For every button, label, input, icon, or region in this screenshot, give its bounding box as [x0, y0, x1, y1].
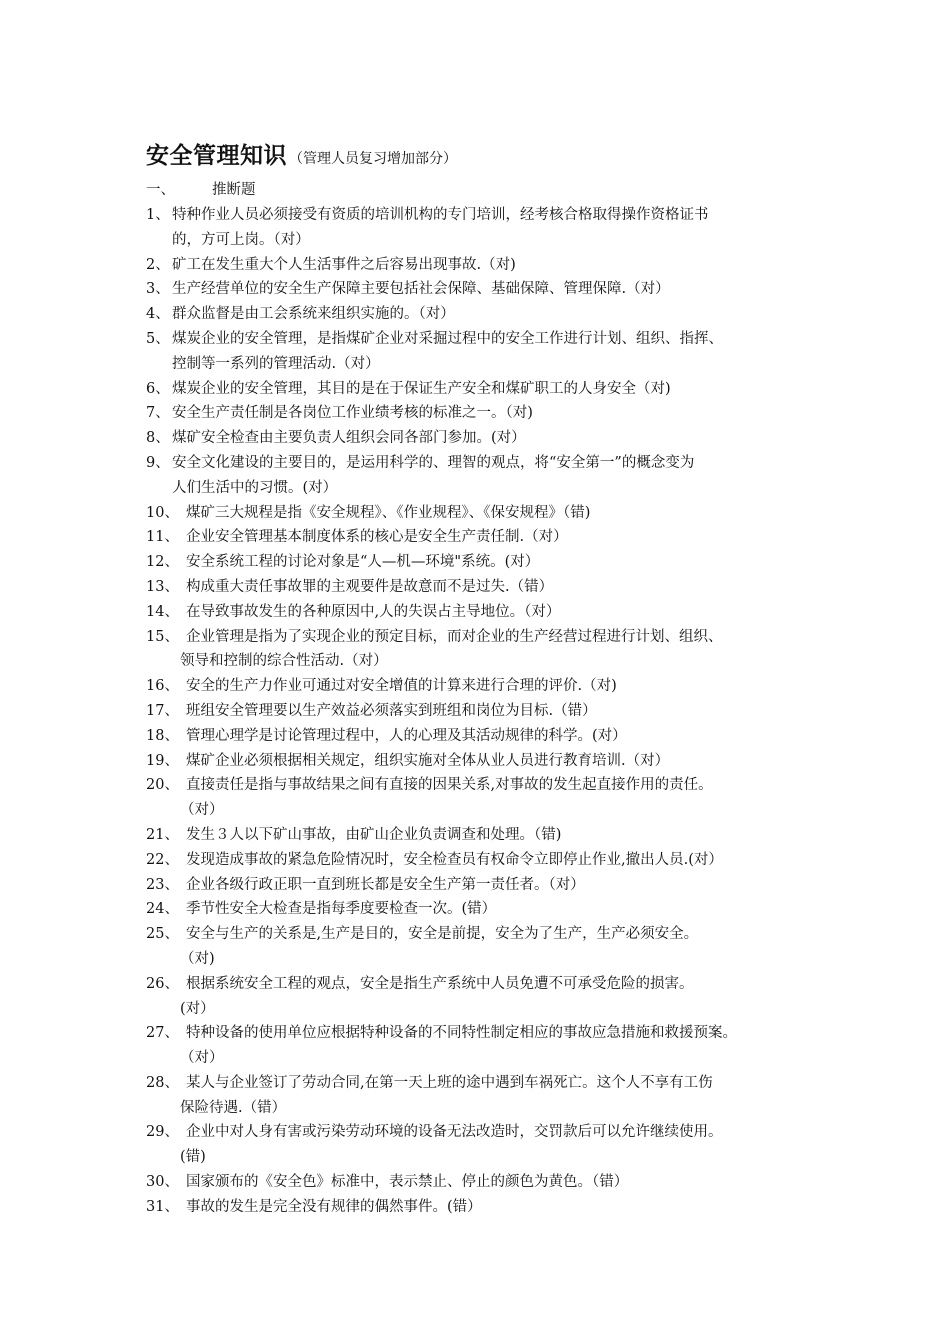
- item-line: 矿工在发生重大个人生活事件之后容易出现事故.（对): [172, 256, 516, 273]
- item-number: 28、: [146, 1074, 179, 1091]
- item-number: 3、: [146, 281, 170, 298]
- item-number: 9、: [146, 454, 170, 471]
- item-line: 发现造成事故的紧急危险情况时，安全检查员有权命令立即停止作业,撤出人员.(对）: [186, 851, 723, 868]
- list-item: [146, 922, 836, 972]
- item-line: (对）: [180, 1000, 215, 1017]
- item-text: [172, 302, 836, 327]
- item-text: [186, 873, 836, 898]
- item-text: [186, 550, 836, 575]
- list-item: [146, 823, 836, 848]
- list-item: [146, 401, 836, 426]
- item-line: 煤矿安全检查由主要负责人组织会同各部门参加。(对）: [172, 430, 526, 447]
- item-line: 的，方可上岗。（对）: [172, 231, 310, 248]
- item-line: 群众监督是由工会系统来组织实施的。（对）: [172, 306, 455, 323]
- item-text: [186, 501, 836, 526]
- item-line: 领导和控制的综合性活动.（对）: [180, 653, 388, 670]
- item-text: [180, 625, 836, 675]
- item-text: [180, 1021, 836, 1071]
- item-text: [186, 848, 836, 873]
- question-list: [146, 203, 836, 1220]
- item-line: 企业各级行政正职一直到班长都是安全生产第一责任者。（对）: [186, 876, 585, 893]
- item-line: 直接责任是指与事故结果之间有直接的因果关系,对事故的发生起直接作用的责任。: [186, 777, 713, 794]
- item-line: 保险待遇.（错）: [180, 1099, 287, 1116]
- item-number: 22、: [146, 851, 179, 868]
- item-line: 管理心理学是讨论管理过程中，人的心理及其活动规律的科学。(对）: [186, 727, 627, 744]
- item-line: 特种作业人员必须接受有资质的培训机构的专门培训，经考核合格取得操作资格证书: [172, 207, 709, 223]
- item-line: （对）: [180, 802, 224, 819]
- item-text: [186, 575, 836, 600]
- list-item: [146, 897, 836, 922]
- item-number: 30、: [146, 1174, 179, 1191]
- item-text: [180, 773, 836, 823]
- list-item: [146, 848, 836, 873]
- item-text: [186, 749, 836, 774]
- list-item: [146, 550, 836, 575]
- item-line: 安全的生产力作业可通过对安全增值的计算来进行合理的评价.（对): [186, 678, 617, 695]
- item-line: 人们生活中的习惯。(对）: [172, 479, 338, 496]
- item-number: 27、: [146, 1025, 179, 1042]
- list-item: [146, 253, 836, 278]
- item-line: 根据系统安全工程的观点，安全是指生产系统中人员免遭不可承受危险的损害。: [186, 975, 694, 992]
- section-heading: [146, 178, 256, 199]
- item-text: [186, 897, 836, 922]
- list-item: [146, 1071, 836, 1121]
- item-line: （对): [180, 950, 215, 967]
- item-line: 构成重大责任事故罪的主观要件是故意而不是过失.（错）: [186, 578, 554, 595]
- item-number: 25、: [146, 926, 179, 943]
- item-line: 企业中对人身有害或污染劳动环境的设备无法改造时，交罚款后可以允许继续使用。: [186, 1124, 723, 1141]
- title-line: [146, 137, 457, 170]
- item-number: 20、: [146, 777, 179, 794]
- list-item: [146, 724, 836, 749]
- item-number: 31、: [146, 1198, 179, 1215]
- item-text: [180, 1071, 836, 1121]
- list-item: [146, 972, 836, 1022]
- item-number: 14、: [146, 603, 179, 620]
- item-number: 13、: [146, 578, 179, 595]
- item-line: 煤矿企业必须根据相关规定，组织实施对全体从业人员进行教育培训.（对）: [186, 752, 670, 769]
- item-text: [172, 426, 836, 451]
- item-line: 控制等一系列的管理活动.（对）: [172, 355, 380, 372]
- item-number: 7、: [146, 405, 170, 422]
- item-line: （对）: [180, 1050, 224, 1067]
- item-text: [186, 525, 836, 550]
- item-text: [172, 327, 836, 377]
- list-item: [146, 575, 836, 600]
- item-number: 17、: [146, 702, 179, 719]
- item-number: 2、: [146, 256, 170, 273]
- item-line: 事故的发生是完全没有规律的偶然事件。(错）: [186, 1198, 482, 1215]
- item-text: [186, 823, 836, 848]
- item-text: [180, 972, 836, 1022]
- item-line: 生产经营单位的安全生产保障主要包括社会保障、基础保障、管理保障.（对）: [172, 281, 670, 298]
- list-item: [146, 1021, 836, 1071]
- list-item: [146, 773, 836, 823]
- item-text: [186, 1195, 836, 1220]
- item-line: 发生３人以下矿山事故，由矿山企业负责调查和处理。（错): [186, 826, 562, 843]
- item-number: 12、: [146, 554, 179, 571]
- item-text: [180, 922, 836, 972]
- item-number: 18、: [146, 727, 179, 744]
- list-item: [146, 377, 836, 402]
- item-line: 企业安全管理基本制度体系的核心是安全生产责任制.（对）: [186, 529, 568, 546]
- item-text: [172, 277, 836, 302]
- item-text: [186, 699, 836, 724]
- list-item: [146, 873, 836, 898]
- item-line: 国家颁布的《安全色》标准中，表示禁止、停止的颜色为黄色。（错）: [186, 1174, 629, 1191]
- item-number: 1、: [146, 207, 170, 223]
- item-line: 班组安全管理要以生产效益必须落实到班组和岗位为目标.（错）: [186, 702, 597, 719]
- item-number: 26、: [146, 975, 179, 992]
- item-text: [186, 600, 836, 625]
- item-line: 安全文化建设的主要目的，是运用科学的、理智的观点，将“安全第一”的概念变为: [172, 454, 695, 471]
- list-item: [146, 625, 836, 675]
- list-item: [146, 327, 836, 377]
- item-number: 23、: [146, 876, 179, 893]
- item-text: [186, 724, 836, 749]
- page-subtitle: （管理人员复习增加部分）: [289, 151, 457, 167]
- list-item: [146, 426, 836, 451]
- item-text: [172, 253, 836, 278]
- item-number: 11、: [146, 529, 179, 546]
- list-item: [146, 699, 836, 724]
- item-text: [180, 1120, 836, 1170]
- item-text: [172, 377, 836, 402]
- item-line: 季节性安全大检查是指每季度要检查一次。(错）: [186, 901, 497, 918]
- item-text: [172, 451, 836, 501]
- item-text: [172, 203, 836, 253]
- list-item: [146, 451, 836, 501]
- item-line: 特种设备的使用单位应根据特种设备的不同特性制定相应的事故应急措施和救援预案。: [186, 1025, 737, 1042]
- item-number: 19、: [146, 752, 179, 769]
- list-item: [146, 525, 836, 550]
- item-line: 煤炭企业的安全管理，其目的是在于保证生产安全和煤矿职工的人身安全（对): [172, 380, 671, 397]
- page-title: 安全管理知识: [146, 142, 287, 169]
- item-line: 在导致事故发生的各种原因中,人的失误占主导地位。（对）: [186, 603, 561, 620]
- item-text: [186, 674, 836, 699]
- list-item: [146, 203, 836, 253]
- item-line: 煤炭企业的安全管理，是指煤矿企业对采掘过程中的安全工作进行计划、组织、指挥、: [172, 330, 723, 347]
- item-line: 某人与企业签订了劳动合同,在第一天上班的途中遇到车祸死亡。这个人不享有工伤: [186, 1074, 713, 1091]
- item-text: [172, 401, 836, 426]
- item-number: 15、: [146, 628, 179, 645]
- list-item: [146, 600, 836, 625]
- list-item: [146, 749, 836, 774]
- item-number: 21、: [146, 826, 179, 843]
- item-line: 安全系统工程的讨论对象是“人—机—环境"系统。(对）: [186, 554, 540, 571]
- list-item: [146, 674, 836, 699]
- item-line: 煤矿三大规程是指《安全规程》、《作业规程》、《保安规程》（错): [186, 504, 591, 521]
- item-number: 10、: [146, 504, 179, 521]
- item-line: (错): [180, 1149, 206, 1166]
- item-line: 企业管理是指为了实现企业的预定目标，而对企业的生产经营过程进行计划、组织、: [186, 628, 723, 645]
- item-number: 6、: [146, 380, 170, 397]
- item-number: 29、: [146, 1124, 179, 1141]
- section-label: 推断题: [212, 182, 256, 198]
- list-item: [146, 1195, 836, 1220]
- list-item: [146, 501, 836, 526]
- item-line: 安全生产责任制是各岗位工作业绩考核的标准之一。（对): [172, 405, 533, 422]
- section-number: 一、: [146, 182, 175, 198]
- item-number: 16、: [146, 678, 179, 695]
- item-text: [186, 1170, 836, 1195]
- list-item: [146, 277, 836, 302]
- item-number: 24、: [146, 901, 179, 918]
- list-item: [146, 302, 836, 327]
- item-number: 8、: [146, 430, 170, 447]
- item-number: 5、: [146, 330, 170, 347]
- item-line: 安全与生产的关系是,生产是目的，安全是前提，安全为了生产，生产必须安全。: [186, 926, 699, 943]
- list-item: [146, 1120, 836, 1170]
- item-number: 4、: [146, 306, 170, 323]
- list-item: [146, 1170, 836, 1195]
